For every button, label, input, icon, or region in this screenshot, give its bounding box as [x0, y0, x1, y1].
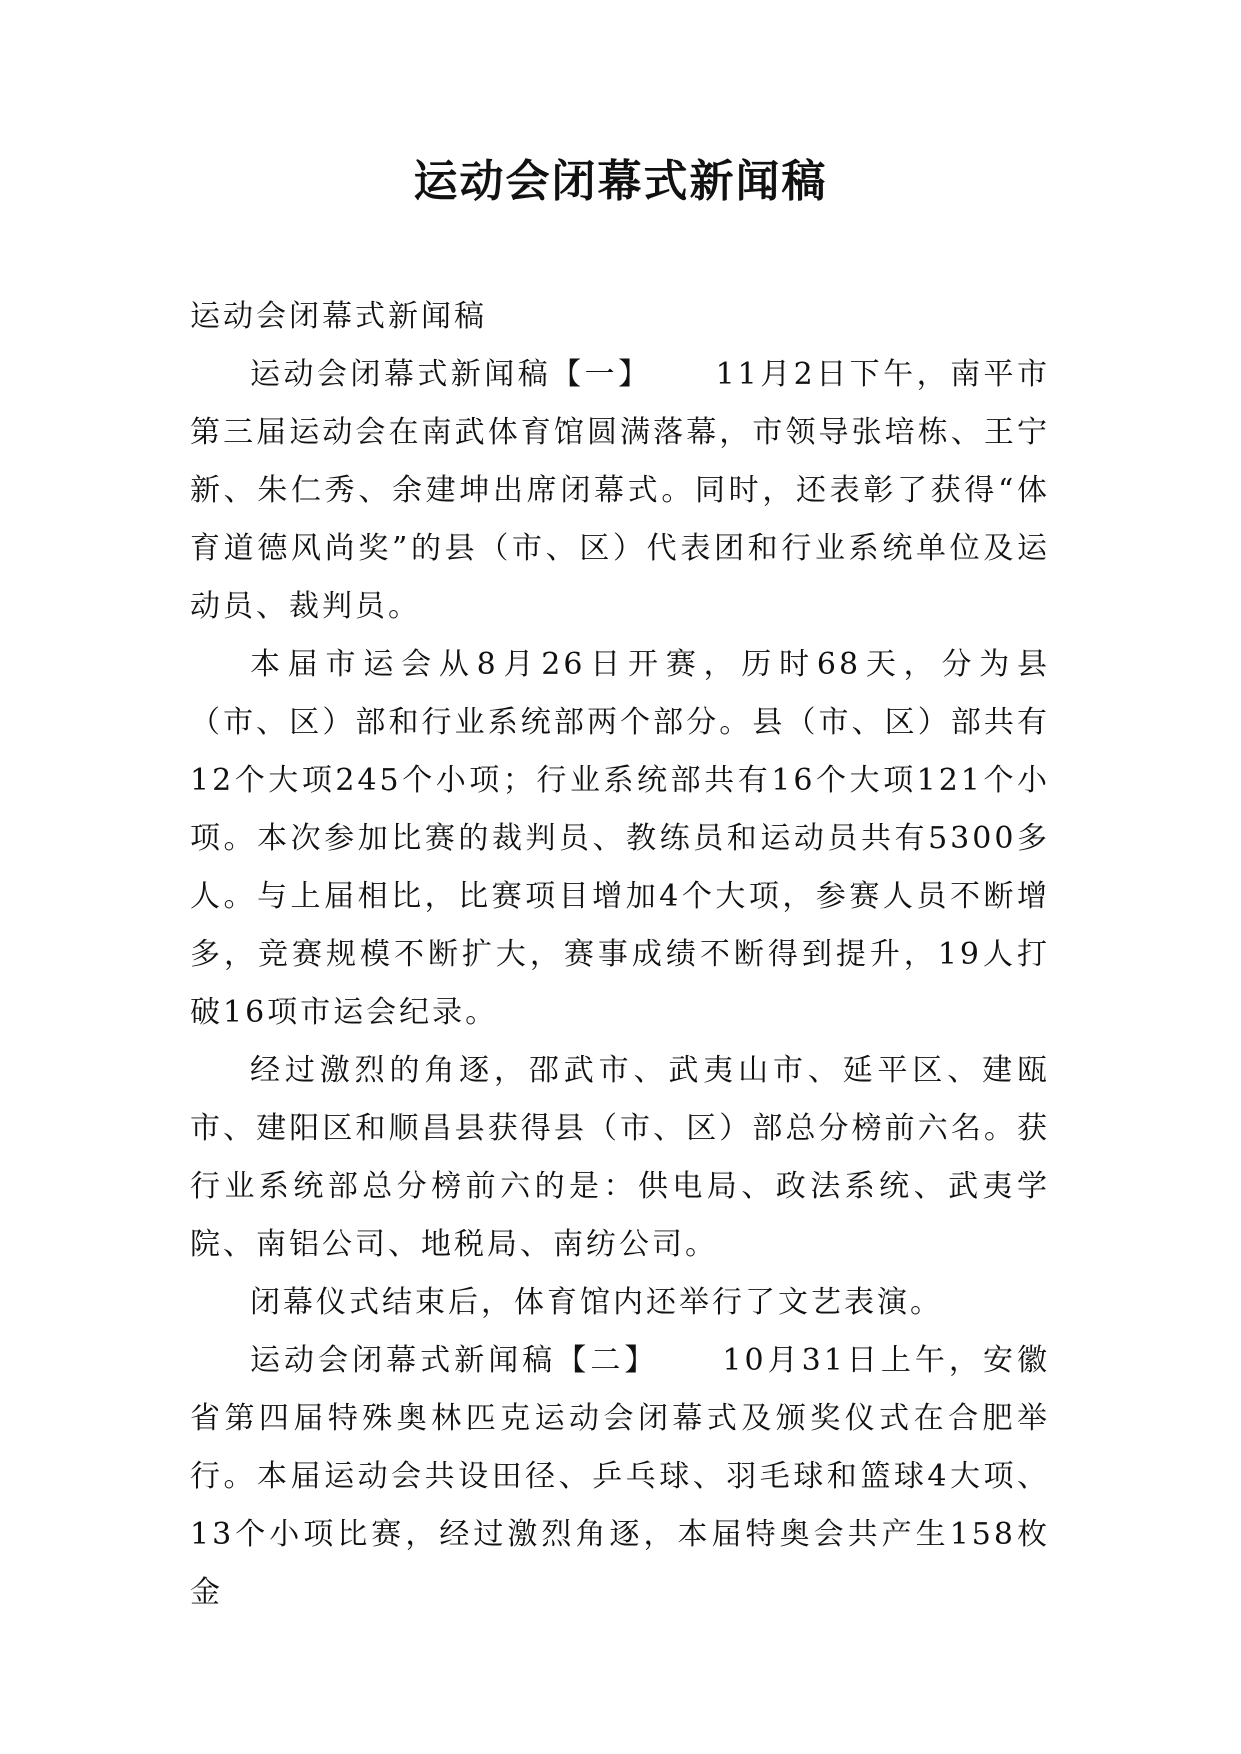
- paragraph-3-text: 经过激烈的角逐，邵武市、武夷山市、延平区、建瓯市、建阳区和顺昌县获得县（市、区）部总分榜前六名。获行业系统部总分榜前六的是：供电局、政法系统、武夷学院、南铝公司、地税局、南纺公司。: [190, 1053, 1050, 1262]
- paragraph-4-text: 闭幕仪式结束后，体育馆内还举行了文艺表演。: [250, 1285, 943, 1320]
- document-subtitle: 运动会闭幕式新闻稿: [190, 299, 487, 334]
- paragraph-1-heading: 运动会闭幕式新闻稿【一】: [250, 357, 652, 392]
- paragraph-5-text: 10月31日上午，安徽省第四届特殊奥林匹克运动会闭幕式及颁奖仪式在合肥举行。本届运动会共设田径、乒乓球、羽毛球和篮球4大项、13个小项比赛，经过激烈角逐，本届特奥会共产生158枚金: [190, 1343, 1050, 1610]
- paragraph-2: [190, 636, 1050, 1042]
- paragraph-3: [190, 1042, 1050, 1274]
- paragraph-1-text: 11月2日下午，南平市第三届运动会在南武体育馆圆满落幕，市领导张培栋、王宁新、朱仁秀、余建坤出席闭幕式。同时，还表彰了获得“体育道德风尚奖”的县（市、区）代表团和行业系统单位及运动员、裁判员。: [190, 357, 1050, 624]
- paragraph-5-heading: 运动会闭幕式新闻稿【二】: [250, 1343, 659, 1378]
- paragraph-5: [190, 1332, 1050, 1622]
- paragraph-2-text: 本届市运会从8月26日开赛，历时68天，分为县（市、区）部和行业系统部两个部分。县（市、区）部共有12个大项245个小项；行业系统部共有16个大项121个小项。本次参加比赛的裁判员、教练员和运动员共有5300多人。与上届相比，比赛项目增加4个大项，参赛人员不断增多，竞赛规模不断扩大，赛事成绩不断得到提升，19人打破16项市运会纪录。: [190, 647, 1050, 1030]
- document-title: 运动会闭幕式新闻稿: [413, 156, 828, 207]
- paragraph-4: [190, 1274, 1050, 1332]
- paragraph-1: [190, 346, 1050, 636]
- document-body: [190, 288, 1050, 1622]
